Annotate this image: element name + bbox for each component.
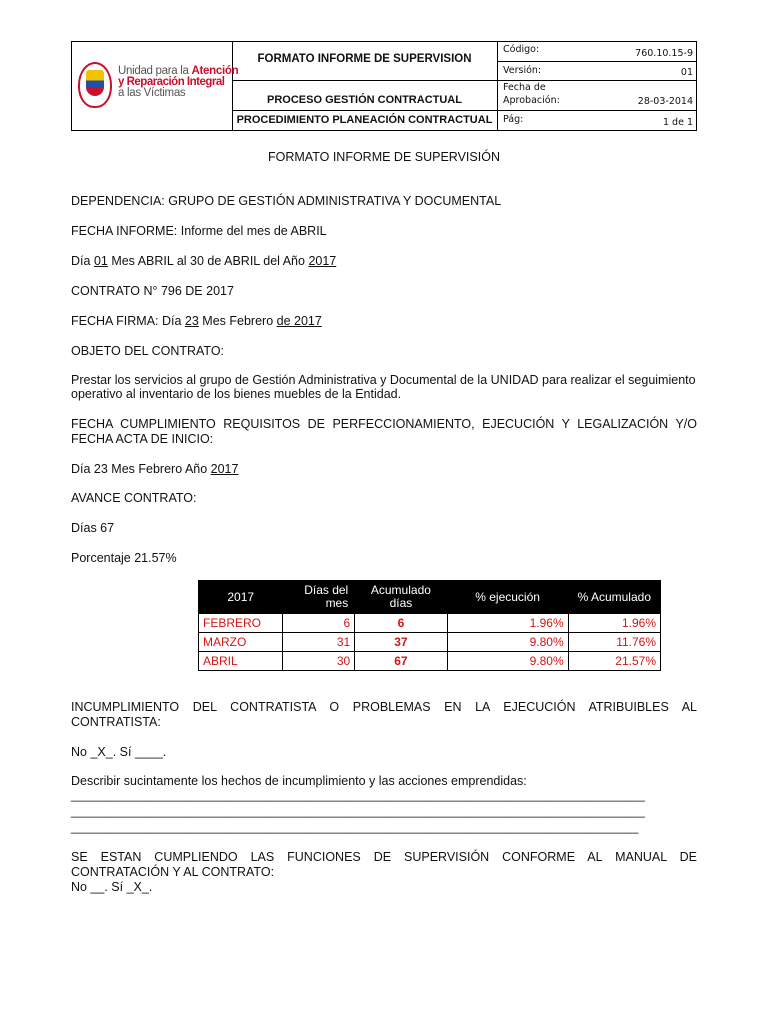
avance-table	[198, 580, 661, 671]
document-title: FORMATO INFORME DE SUPERVISIÓN	[268, 150, 500, 164]
table-row	[199, 614, 661, 633]
fecha-informe: FECHA INFORME: Informe del mes de ABRIL	[71, 224, 327, 238]
acumulado-cell: 37	[355, 633, 447, 652]
ejecucion-cell: 9.80%	[447, 633, 568, 652]
ejecucion-cell: 9.80%	[447, 652, 568, 671]
describir-label: Describir sucintamente los hechos de incumplimiento y las acciones emprendidas:	[71, 774, 527, 788]
col-acumulado-dias: Acumulado días	[355, 581, 447, 614]
acumulado-cell: 67	[355, 652, 447, 671]
fecha-inicio: Día 23 Mes Febrero Año 2017	[71, 462, 239, 476]
dias-cell: 6	[283, 614, 355, 633]
acumulado-pct-cell: 21.57%	[568, 652, 660, 671]
incumplimiento-line-2: CONTRATISTA:	[71, 715, 161, 729]
col-year: 2017	[199, 581, 283, 614]
col-acumulado-pct: % Acumulado	[568, 581, 660, 614]
blank-line-3: _____________________________________________________________________________________	[71, 820, 639, 834]
month-cell: ABRIL	[199, 652, 283, 671]
codigo-value: 760.10.15-9	[635, 48, 693, 59]
fecha-value: 28-03-2014	[637, 96, 693, 107]
fecha-firma: FECHA FIRMA: Día 23 Mes Febrero de 2017	[71, 314, 322, 328]
acumulado-pct-cell: 1.96%	[568, 614, 660, 633]
codigo-label: Código:	[503, 44, 540, 55]
blank-line-1: ______________________________________________________________________________________	[71, 788, 645, 802]
acumulado-cell: 6	[355, 614, 447, 633]
incumplimiento-answer: No _X_. Sí ____.	[71, 745, 167, 759]
version-label: Versión:	[503, 65, 542, 76]
dias-value: Días 67	[71, 521, 115, 535]
contrato: CONTRATO N° 796 DE 2017	[71, 284, 234, 298]
col-ejecucion: % ejecución	[447, 581, 568, 614]
month-cell: FEBRERO	[199, 614, 283, 633]
porcentaje-value: Porcentaje 21.57%	[71, 551, 177, 565]
procedure-name: PROCEDIMIENTO PLANEACIÓN CONTRACTUAL	[236, 114, 493, 126]
cumplimiento-line-1: FECHA CUMPLIMIENTO REQUISITOS DE PERFECCIONAMIENTO, EJECUCIÓN Y LEGALIZACIÓN Y/O	[71, 417, 697, 431]
dias-cell: 31	[283, 633, 355, 652]
col-dias-mes: Días del mes	[283, 581, 355, 614]
coat-of-arms-logo	[78, 62, 112, 108]
periodo: Día 01 Mes ABRIL al 30 de ABRIL del Año 2017	[71, 254, 337, 268]
version-value: 01	[680, 67, 693, 78]
supervision-line-2: CONTRATACIÓN Y AL CONTRATO:	[71, 865, 275, 879]
fecha-label-1: Fecha de	[503, 82, 546, 93]
dias-cell: 30	[283, 652, 355, 671]
pag-value: 1 de 1	[662, 117, 693, 128]
month-cell: MARZO	[199, 633, 283, 652]
table-header-row	[199, 581, 661, 614]
supervision-line-1: SE ESTAN CUMPLIENDO LAS FUNCIONES DE SUPERVISIÓN CONFORME AL MANUAL DE	[71, 850, 697, 864]
acumulado-pct-cell: 11.76%	[568, 633, 660, 652]
supervision-answer: No __. Sí _X_.	[71, 880, 153, 894]
blank-line-2: ______________________________________________________________________________________	[71, 804, 645, 818]
fecha-label-2: Aprobación:	[503, 95, 560, 106]
ejecucion-cell: 1.96%	[447, 614, 568, 633]
dependencia: DEPENDENCIA: GRUPO DE GESTIÓN ADMINISTRATIVA Y DOCUMENTAL	[71, 194, 502, 208]
table-row	[199, 652, 661, 671]
table-row	[199, 633, 661, 652]
agency-logo-text: Unidad para la Atención y Reparación Integral a las Víctimas	[118, 65, 239, 99]
pag-label: Pág:	[503, 114, 524, 125]
incumplimiento-line-1: INCUMPLIMIENTO DEL CONTRATISTA O PROBLEMAS EN LA EJECUCIÓN ATRIBUIBLES AL	[71, 700, 697, 714]
objeto-line-1: Prestar los servicios al grupo de Gestión Administrativa y Documental de la UNIDAD para realizar el seguimiento	[71, 373, 696, 387]
process-name: PROCESO GESTIÓN CONTRACTUAL	[267, 94, 462, 106]
objeto-line-2: operativo al inventario de los bienes muebles de la Entidad.	[71, 387, 402, 401]
form-title: FORMATO INFORME DE SUPERVISION	[257, 53, 472, 65]
cumplimiento-line-2: FECHA ACTA DE INICIO:	[71, 432, 214, 446]
objeto-label: OBJETO DEL CONTRATO:	[71, 344, 225, 358]
avance-label: AVANCE CONTRATO:	[71, 491, 197, 505]
